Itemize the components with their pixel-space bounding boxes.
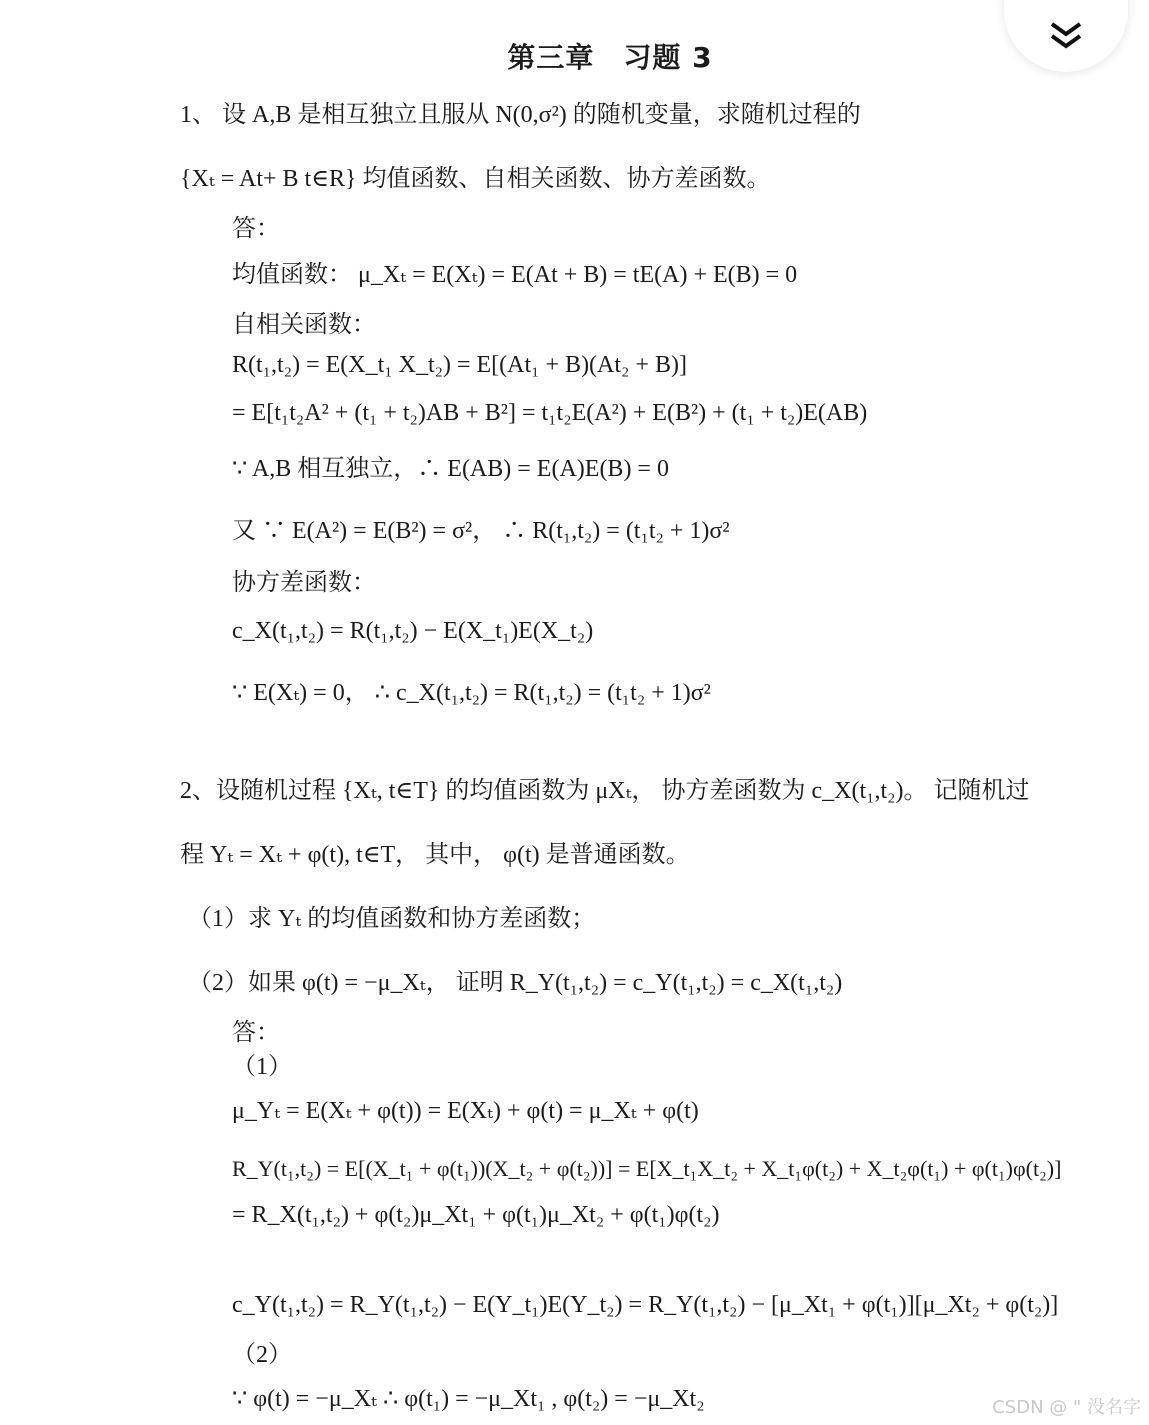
autocorrelation-eq-2: = E[t₁t₂A² + (t₁ + t₂)AB + B²] = t₁t₂E(A²) + E(B²) + (t₁ + t₂)E(AB) [232, 400, 868, 426]
problem-2-part-2: （2）如果 φ(t) = −μ_Xₜ， 证明 R_Y(t₁,t₂) = c_Y(t₁,t₂) = c_X(t₁,t₂) [188, 970, 843, 996]
answer-label: 答： [232, 216, 280, 242]
part-2-label: （2） [232, 1342, 292, 1368]
chapter-title: 第三章 习题 3 [507, 41, 713, 74]
mean-y-eq: μ_Yₜ = E(Xₜ + φ(t)) = E(Xₜ) + φ(t) = μ_Xₜ + φ(t) [232, 1098, 699, 1124]
problem-1-text-cont: {Xₜ = At+ B t∈R} 均值函数、自相关函数、协方差函数。 [180, 166, 771, 192]
answer-label-2: 答： [232, 1020, 280, 1046]
autocorrelation-result: 又 ∵ E(A²) = E(B²) = σ²， ∴ R(t₁,t₂) = (t₁t₂ + 1)σ² [232, 518, 730, 544]
problem-2-text: 2、设随机过程 {Xₜ, t∈T} 的均值函数为 μXₜ， 协方差函数为 c_X(t₁,t₂)。 记随机过 [180, 778, 1030, 804]
problem-1-text: 1、 设 A,B 是相互独立且服从 N(0,σ²) 的随机变量，求随机过程的 [180, 102, 861, 128]
problem-2-part-1: （1）求 Yₜ 的均值函数和协方差函数； [188, 906, 596, 932]
phi-eq: ∵ φ(t) = −μ_Xₜ ∴ φ(t₁) = −μ_Xt₁ , φ(t₂) = −μ_Xt₂ [232, 1386, 705, 1412]
part-1-label: （1） [232, 1054, 292, 1080]
mean-function-line: 均值函数： μ_Xₜ = E(Xₜ) = E(At + B) = tE(A) + E(B) = 0 [232, 262, 798, 288]
independence-line: ∵ A,B 相互独立，∴ E(AB) = E(A)E(B) = 0 [232, 456, 669, 482]
problem-2-text-cont: 程 Yₜ = Xₜ + φ(t), t∈T， 其中， φ(t) 是普通函数。 [180, 842, 690, 868]
ry-eq-1: R_Y(t₁,t₂) = E[(X_t₁ + φ(t₁))(X_t₂ + φ(t₂))] = E[X_t₁X_t₂ + X_t₁φ(t₂) + X_t₂φ(t₁) + φ(t₁)φ(t₂)] [232, 1156, 1062, 1181]
covariance-result: ∵ E(Xₜ) = 0， ∴ c_X(t₁,t₂) = R(t₁,t₂) = (t₁t₂ + 1)σ² [232, 680, 711, 706]
cy-eq: c_Y(t₁,t₂) = R_Y(t₁,t₂) − E(Y_t₁)E(Y_t₂) = R_Y(t₁,t₂) − [μ_Xt₁ + φ(t₁)][μ_Xt₂ + φ(t₂)] [232, 1292, 1059, 1318]
covariance-eq: c_X(t₁,t₂) = R(t₁,t₂) − E(X_t₁)E(X_t₂) [232, 618, 594, 644]
autocorrelation-heading: 自相关函数： [232, 312, 376, 338]
autocorrelation-eq-1: R(t₁,t₂) = E(X_t₁ X_t₂) = E[(At₁ + B)(At₂ + B)] [232, 352, 687, 378]
ry-eq-2: = R_X(t₁,t₂) + φ(t₂)μ_Xt₁ + φ(t₁)μ_Xt₂ + φ(t₁)φ(t₂) [232, 1202, 720, 1228]
covariance-heading: 协方差函数： [232, 570, 376, 596]
csdn-watermark: CSDN @ " 没名字 [992, 1397, 1141, 1418]
